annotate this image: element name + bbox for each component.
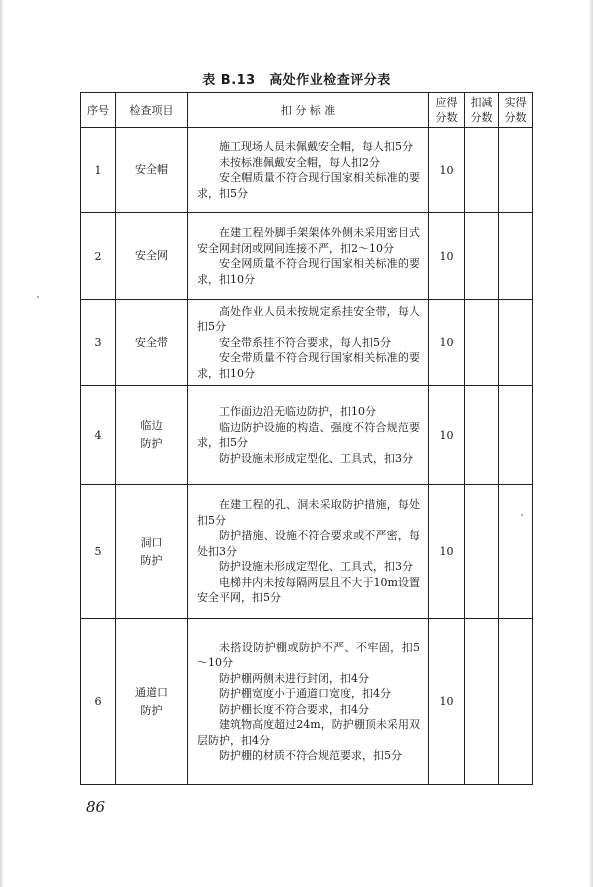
standard-line: 未搭设防护棚或防护不严、不牢固，扣5～10分 (197, 640, 420, 669)
header-standard: 扣 分 标 准 (188, 93, 429, 128)
deducted-score[interactable] (465, 128, 499, 213)
table-row (81, 619, 533, 785)
full-score: 10 (429, 300, 465, 386)
standard-line: 防护设施未形成定型化、工具式，扣3分 (219, 560, 413, 574)
header-no: 序号 (81, 93, 116, 128)
table-row (81, 485, 533, 619)
standard-line: 安全带系挂不符合要求，每人扣5分 (219, 335, 391, 349)
table-title: 表 B.13 高处作业检查评分表 (202, 73, 391, 88)
check-item: 安全帽 (116, 128, 188, 213)
standard-line: 电梯井内未按每隔两层且不大于10m设置安全平网，扣5分 (197, 575, 420, 605)
standard-line: 未按标准佩戴安全帽，每人扣2分 (219, 155, 380, 169)
actual-score[interactable] (499, 128, 533, 213)
score-table (80, 92, 533, 785)
page-number: 86 (86, 798, 106, 816)
deducted-score[interactable] (465, 485, 499, 619)
standard-line: 安全带质量不符合现行国家相关标准的要求，扣10分 (197, 351, 420, 380)
check-item: 临边 防护 (116, 386, 188, 485)
full-score: 10 (429, 213, 465, 300)
full-score: 10 (429, 128, 465, 213)
header-actual-score (499, 93, 533, 128)
deduction-standard (188, 386, 429, 485)
row-number: 5 (81, 485, 116, 619)
deduction-standard (188, 128, 429, 213)
row-number: 4 (81, 386, 116, 485)
scan-speck (37, 296, 39, 298)
header-actual-line: 实得 (504, 96, 527, 109)
header-deduct-line: 分数 (470, 111, 493, 124)
check-item: 安全网 (116, 213, 188, 300)
standard-line: 防护棚两侧未进行封闭，扣4分 (219, 671, 369, 685)
standard-line: 防护棚宽度小于通道口宽度，扣4分 (219, 687, 391, 700)
actual-score[interactable] (499, 386, 533, 485)
deduction-standard (188, 300, 429, 386)
actual-score[interactable] (499, 619, 533, 785)
row-number: 6 (81, 619, 116, 785)
standard-line: 防护措施、设施不符合要求或不严密，每处扣3分 (197, 529, 420, 558)
standard-line: 工作面边沿无临边防护，扣10分 (219, 405, 376, 418)
header-full-line: 分数 (435, 111, 458, 124)
actual-score[interactable] (499, 300, 533, 386)
header-row (81, 93, 533, 128)
actual-score[interactable] (499, 213, 533, 300)
standard-line: 施工现场人员未佩戴安全帽，每人扣5分 (219, 140, 413, 153)
page-edge-right (589, 0, 593, 887)
table-row (81, 386, 533, 485)
full-score: 10 (429, 485, 465, 619)
deducted-score[interactable] (465, 386, 499, 485)
header-full-line: 应得 (435, 96, 458, 109)
standard-line: 防护棚长度不符合要求，扣4分 (219, 702, 369, 716)
header-deduct-score (465, 93, 499, 128)
full-score: 10 (429, 619, 465, 785)
page-edge-left (0, 0, 4, 887)
standard-line: 建筑物高度超过24m，防护棚顶未采用双层防护，扣4分 (197, 718, 420, 747)
full-score: 10 (429, 386, 465, 485)
check-item: 安全带 (116, 300, 188, 386)
standard-line: 在建工程外脚手架架体外侧未采用密目式安全网封闭或网间连接不严，扣2～10分 (197, 226, 420, 255)
deduction-standard (188, 213, 429, 300)
deducted-score[interactable] (465, 213, 499, 300)
standard-line: 在建工程的孔、洞未采取防护措施，每处扣5分 (197, 498, 420, 527)
deducted-score[interactable] (465, 619, 499, 785)
deduction-standard (188, 485, 429, 619)
table-row (81, 300, 533, 386)
header-deduct-line: 扣减 (470, 96, 493, 109)
standard-line: 防护棚的材质不符合规范要求，扣5分 (219, 749, 402, 762)
check-item: 通道口 防护 (116, 619, 188, 785)
standard-line: 安全帽质量不符合现行国家相关标准的要求，扣5分 (197, 171, 420, 200)
standard-line: 安全网质量不符合现行国家相关标准的要求，扣10分 (197, 257, 420, 286)
table-row (81, 213, 533, 300)
row-number: 1 (81, 128, 116, 213)
deducted-score[interactable] (465, 300, 499, 386)
standard-line: 高处作业人员未按规定系挂安全带，每人扣5分 (197, 304, 420, 334)
row-number: 2 (81, 213, 116, 300)
header-actual-line: 分数 (504, 111, 527, 124)
row-number: 3 (81, 300, 116, 386)
deduction-standard (188, 619, 429, 785)
actual-score[interactable] (499, 485, 533, 619)
standard-line: 临边防护设施的构造、强度不符合规范要求，扣5分 (197, 420, 420, 449)
header-item: 检查项目 (116, 93, 188, 128)
header-full-score (429, 93, 465, 128)
standard-line: 防护设施未形成定型化、工具式，扣3分 (219, 451, 413, 465)
table-row (81, 128, 533, 213)
check-item: 洞口 防护 (116, 485, 188, 619)
